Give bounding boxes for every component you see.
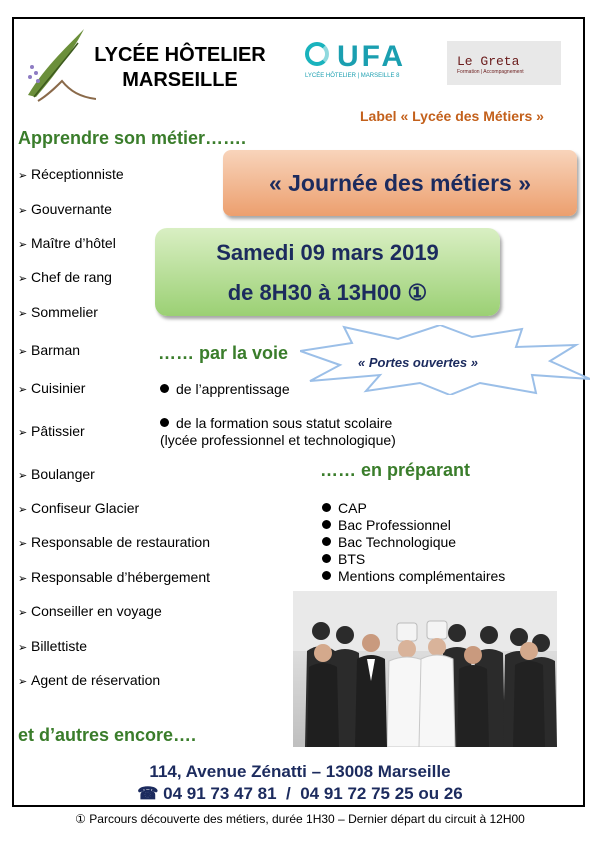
event-title-banner (223, 150, 577, 216)
list-item: ➢ Billettiste (18, 638, 88, 654)
greta-logo (447, 41, 561, 85)
list-item: ➢ Sommelier (18, 304, 98, 320)
arrow-bullet-icon: ➢ (18, 470, 28, 482)
event-title: « Journée des métiers » (268, 169, 532, 196)
open-house-label: « Portes ouvertes » (358, 355, 478, 370)
diploma-item: Bac Professionnel (322, 517, 451, 533)
label-lycee-des-metiers: Label « Lycée des Métiers » (360, 108, 544, 124)
ufa-logo (305, 40, 435, 84)
list-item: ➢ Conseiller en voyage (18, 603, 162, 619)
school-name-line2: MARSEILLE (122, 69, 238, 91)
arrow-bullet-icon: ➢ (18, 273, 28, 285)
pathway-heading: …… par la voie (158, 343, 289, 363)
list-item: ➢ Boulanger (18, 466, 95, 482)
footnote: ① Parcours découverte des métiers, durée 1H30 – Dernier départ du circuit à 12H00 (75, 812, 525, 826)
ufa-logo-text: UFA (337, 40, 406, 73)
bullet-dot-icon (322, 571, 331, 580)
list-item: ➢ Gouvernante (18, 201, 112, 217)
arrow-bullet-icon: ➢ (18, 427, 28, 439)
list-item: ➢ Réceptionniste (18, 166, 124, 182)
arrow-bullet-icon: ➢ (18, 384, 28, 396)
diplomas-heading: …… en préparant (320, 460, 471, 480)
bullet-dot-icon (160, 418, 169, 427)
diploma-item: Mentions complémentaires (322, 568, 505, 584)
ufa-ring-icon (305, 42, 329, 66)
diploma-item: Bac Technologique (322, 534, 456, 550)
list-item: ➢ Responsable d’hébergement (18, 569, 211, 585)
pathway-item-note: (lycée professionnel et technologique) (160, 432, 396, 448)
arrow-bullet-icon: ➢ (18, 676, 28, 688)
list-item: ➢ Agent de réservation (18, 672, 161, 688)
bullet-dot-icon (322, 537, 331, 546)
learn-heading: Apprendre son métier……. (18, 128, 247, 148)
greta-logo-text: Le Greta (457, 54, 520, 69)
arrow-bullet-icon: ➢ (18, 504, 28, 516)
event-date-banner (155, 228, 500, 316)
event-time: de 8H30 à 13H00 ① (227, 280, 428, 305)
diploma-item: BTS (322, 551, 365, 567)
group-photo-illustration (293, 591, 557, 747)
bullet-dot-icon (322, 520, 331, 529)
list-item: ➢ Barman (18, 342, 81, 358)
bullet-dot-icon (160, 384, 169, 393)
address: 114, Avenue Zénatti – 13008 Marseille (149, 762, 451, 781)
phone-line (0, 784, 600, 804)
list-item: ➢ Pâtissier (18, 423, 85, 439)
arrow-bullet-icon: ➢ (18, 573, 28, 585)
arrow-bullet-icon: ➢ (18, 642, 28, 654)
arrow-bullet-icon: ➢ (18, 170, 28, 182)
list-item: ➢ Confiseur Glacier (18, 500, 140, 516)
list-item: ➢ Maître d’hôtel (18, 235, 116, 251)
phone-numbers: 04 91 73 47 81 / 04 91 72 75 25 ou 26 (163, 784, 463, 803)
pathway-item: de la formation sous statut scolaire (160, 415, 392, 431)
arrow-bullet-icon: ➢ (18, 607, 28, 619)
list-item: ➢ Chef de rang (18, 269, 112, 285)
diploma-item: CAP (322, 500, 367, 516)
pathway-item: de l’apprentissage (160, 381, 290, 397)
school-name-line1: LYCÉE HÔTELIER (94, 44, 266, 66)
school-name (80, 43, 280, 93)
greta-logo-subtext: Formation | Accompagnement (457, 69, 524, 75)
list-item: ➢ Cuisinier (18, 380, 86, 396)
arrow-bullet-icon: ➢ (18, 308, 28, 320)
group-photo (293, 591, 557, 747)
phone-icon: ☎ (137, 784, 164, 803)
bullet-dot-icon (322, 503, 331, 512)
arrow-bullet-icon: ➢ (18, 205, 28, 217)
arrow-bullet-icon: ➢ (18, 239, 28, 251)
event-date: Samedi 09 mars 2019 (216, 240, 439, 265)
list-item: ➢ Responsable de restauration (18, 534, 211, 550)
arrow-bullet-icon: ➢ (18, 538, 28, 550)
bullet-dot-icon (322, 554, 331, 563)
arrow-bullet-icon: ➢ (18, 346, 28, 358)
others-heading: et d’autres encore…. (18, 725, 197, 745)
ufa-logo-subtext: LYCÉE HÔTELIER | MARSEILLE 8 (305, 73, 400, 79)
